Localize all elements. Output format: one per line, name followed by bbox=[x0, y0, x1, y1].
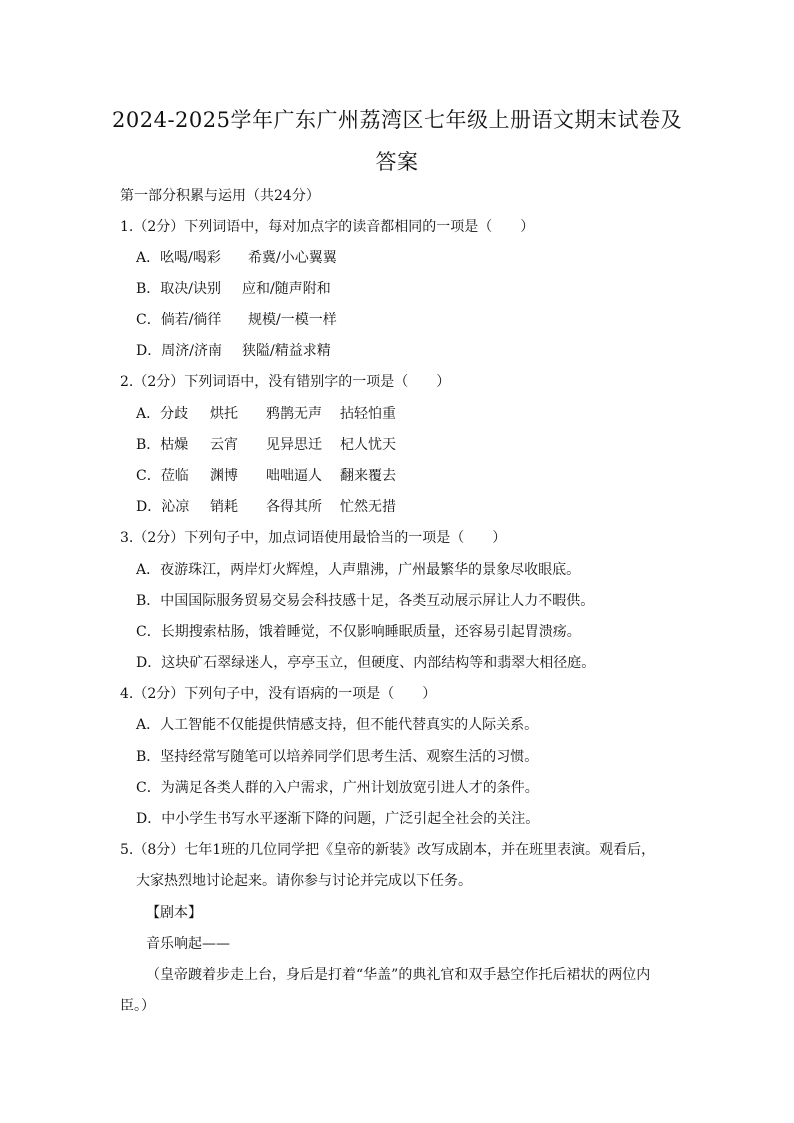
option-word-1: D．周济/济南 bbox=[136, 343, 222, 359]
script-music-cue: 音乐响起—— bbox=[146, 936, 230, 952]
question-4-option-c: C．为满足各类人群的入户需求，广州计划放宽引进人才的条件。 bbox=[136, 780, 539, 796]
option-word-2: 云宵 bbox=[210, 437, 238, 453]
question-4-stem: 4.（2分）下列句子中，没有语病的一项是（ ） bbox=[120, 686, 437, 702]
option-word-1: A．吆喝/喝彩 bbox=[136, 250, 221, 266]
option-word-3: 鸦鹊无声 bbox=[266, 406, 322, 422]
option-word-3: 各得其所 bbox=[266, 499, 322, 515]
question-2-option-a bbox=[136, 405, 396, 423]
option-word-2: 烘托 bbox=[210, 406, 238, 422]
question-3-option-b: B．中国国际服务贸易交易会科技感十足，各类互动展示屏让人力不暇供。 bbox=[136, 593, 595, 609]
question-5-stem-line-2: 大家热烈地讨论起来。请你参与讨论并完成以下任务。 bbox=[136, 873, 472, 889]
option-word-1: A．分歧 bbox=[136, 406, 189, 422]
option-word-4: 忙然无措 bbox=[340, 499, 396, 515]
option-word-1: B．枯燥 bbox=[136, 437, 189, 453]
option-word-2: 狭隘/精益求精 bbox=[242, 343, 331, 359]
section-heading: 第一部分积累与运用（共24分） bbox=[120, 188, 320, 204]
question-2-option-b bbox=[136, 436, 396, 454]
option-word-2: 希冀/小心翼翼 bbox=[248, 250, 337, 266]
question-1-option-d bbox=[136, 342, 331, 360]
document-title-line-2: 答案 bbox=[375, 150, 419, 174]
option-word-1: C．倘若/徜徉 bbox=[136, 312, 222, 328]
option-word-3: 咄咄逼人 bbox=[266, 468, 322, 484]
document-title-line-1: 2024-2025学年广东广州荔湾区七年级上册语文期末试卷及 bbox=[112, 108, 682, 132]
script-stage-direction-line-1: （皇帝踱着步走上台，身后是打着“华盖”的典礼官和双手悬空作托后裙状的两位内 bbox=[146, 967, 651, 983]
question-2-option-d bbox=[136, 498, 396, 516]
option-word-1: C．莅临 bbox=[136, 468, 189, 484]
option-word-2: 渊博 bbox=[210, 468, 238, 484]
question-4-option-a: A．人工智能不仅能提供情感支持，但不能代替真实的人际关系。 bbox=[136, 717, 539, 733]
option-word-4: 翻来覆去 bbox=[340, 468, 396, 484]
question-4-option-b: B．坚持经常写随笔可以培养同学们思考生活、观察生活的习惯。 bbox=[136, 749, 539, 765]
option-word-4: 拈轻怕重 bbox=[340, 406, 396, 422]
option-word-2: 销耗 bbox=[210, 499, 238, 515]
option-word-2: 应和/随声附和 bbox=[242, 281, 331, 297]
question-1-option-b bbox=[136, 280, 331, 298]
question-1-option-c bbox=[136, 311, 337, 329]
option-word-4: 杞人忧天 bbox=[340, 437, 396, 453]
question-2-stem: 2.（2分）下列词语中，没有错别字的一项是（ ） bbox=[120, 374, 451, 390]
question-3-option-d: D．这块矿石翠绿迷人，亭亭玉立，但硬度、内部结构等和翡翠大相径庭。 bbox=[136, 655, 596, 671]
script-label: 【剧本】 bbox=[146, 905, 202, 921]
question-1-option-a bbox=[136, 249, 337, 267]
script-stage-direction-line-2: 臣。） bbox=[120, 998, 155, 1014]
option-word-2: 规模/一模一样 bbox=[248, 312, 337, 328]
question-3-option-a: A．夜游珠江，两岸灯火辉煌，人声鼎沸，广州最繁华的景象尽收眼底。 bbox=[136, 562, 581, 578]
question-5-stem-line-1: 5.（8分）七年1班的几位同学把《皇帝的新装》改写成剧本，并在班里表演。观看后， bbox=[120, 842, 656, 858]
question-1-stem: 1.（2分）下列词语中，每对加点字的读音都相同的一项是（ ） bbox=[120, 219, 535, 235]
question-3-option-c: C．长期搜索枯肠，饿着睡觉，不仅影响睡眠质量，还容易引起胃溃疡。 bbox=[136, 624, 581, 640]
question-4-option-d: D．中小学生书写水平逐渐下降的问题，广泛引起全社会的关注。 bbox=[136, 811, 540, 827]
option-word-3: 见异思迁 bbox=[266, 437, 322, 453]
question-3-stem: 3.（2分）下列句子中，加点词语使用最恰当的一项是（ ） bbox=[120, 530, 507, 546]
option-word-1: D．沁凉 bbox=[136, 499, 190, 515]
question-2-option-c bbox=[136, 467, 396, 485]
option-word-1: B．取决/诀别 bbox=[136, 281, 222, 297]
